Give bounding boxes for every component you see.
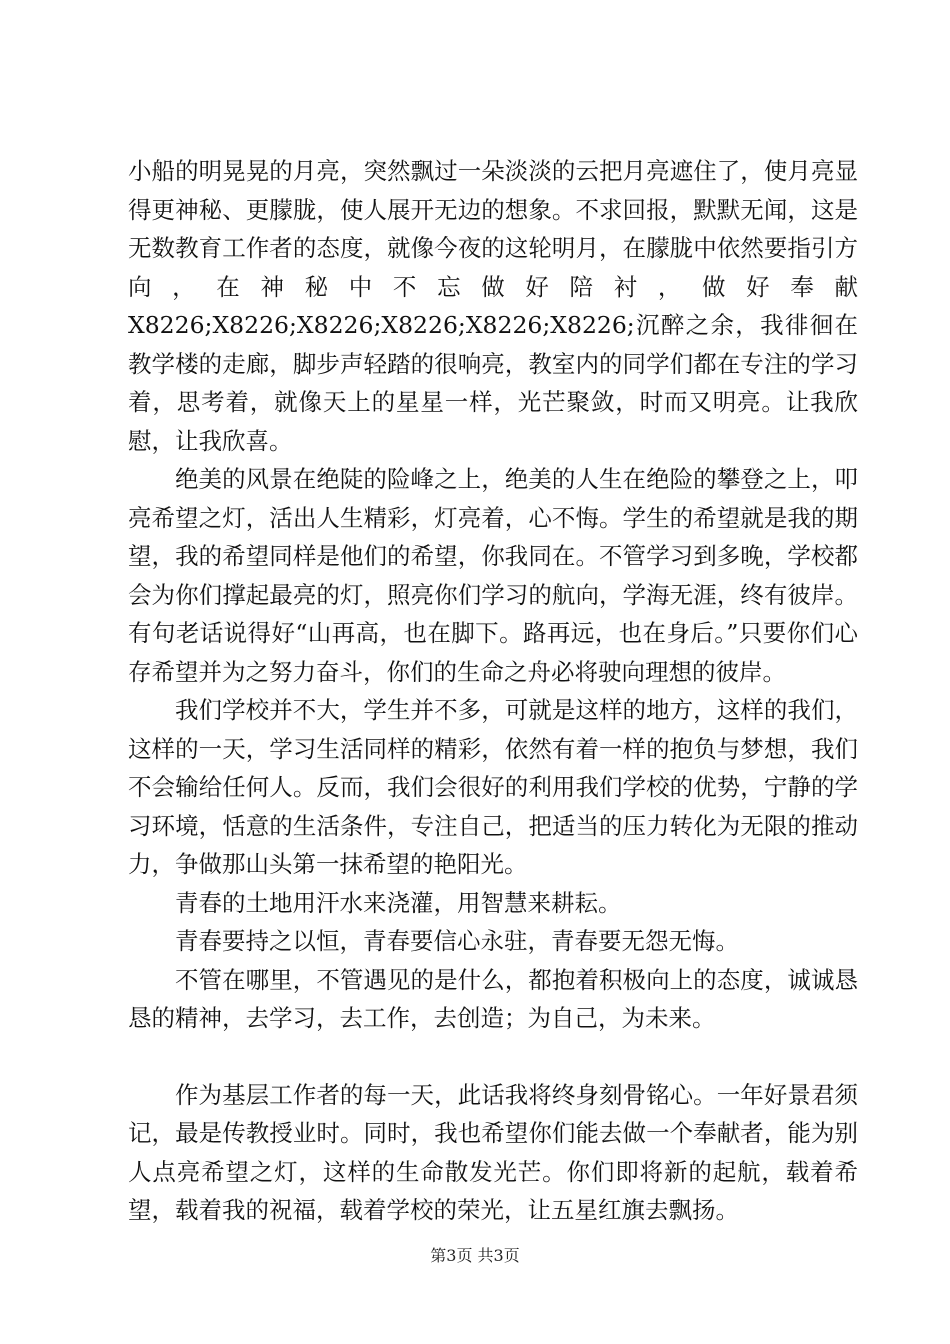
- paragraph: 青春的土地用汗水来浇灌，用智慧来耕耘。: [175, 888, 622, 917]
- document-body: [128, 152, 858, 1230]
- paragraph-continued: 小船的明晃晃的月亮，突然飘过一朵淡淡的云把月亮遮住了，使月亮显得更神秘、更朦胧，使人展开无边的想象。不求回报，默默无闻，这是无数教育工作者的态度，就像今夜的这轮明月，在朦胧中依然要指引方向，在神秘中不忘做好陪衬，做好奉献X8226;X8226;X8226;X8226;X8226;X8226;沉醉之余，我徘徊在教学楼的走廊，脚步声轻踏的很响亮，教室内的同学们都在专注的学习着，思考着，就像天上的星星一样，光芒聚敛，时而又明亮。让我欣慰，让我欣喜。: [128, 157, 858, 455]
- paragraph: 我们学校并不大，学生并不多，可就是这样的地方，这样的我们，这样的一天，学习生活同样的精彩，依然有着一样的抱负与梦想，我们不会输给任何人。反而，我们会很好的利用我们学校的优势，宁静的学习环境，恬意的生活条件，专注自己，把适当的压力转化为无限的推动力，争做那山头第一抹希望的艳阳光。: [128, 696, 858, 878]
- paragraph: 绝美的风景在绝陡的险峰之上，绝美的人生在绝险的攀登之上，叩亮希望之灯，活出人生精彩，灯亮着，心不悔。学生的希望就是我的期望，我的希望同样是他们的希望，你我同在。不管学习到多晚，学校都会为你们撑起最亮的灯，照亮你们学习的航向，学海无涯，终有彼岸。有句老话说得好“山再高，也在脚下。路再远，也在身后。”只要你们心存希望并为之努力奋斗，你们的生命之舟必将驶向理想的彼岸。: [128, 465, 858, 686]
- page-footer: 第3页 共3页: [430, 1246, 520, 1265]
- paragraph: 青春要持之以恒，青春要信心永驻，青春要无怨无悔。: [175, 927, 739, 955]
- paragraph: 作为基层工作者的每一天，此话我将终身刻骨铭心。一年好景君须记，最是传教授业时。同时，我也希望你们能去做一个奉献者，能为别人点亮希望之灯，这样的生命散发光芒。你们即将新的起航，载着希望，载着我的祝福，载着学校的荣光，让五星红旗去飘扬。: [128, 1080, 858, 1224]
- paragraph: 不管在哪里，不管遇见的是什么，都抱着积极向上的态度，诚诚恳恳的精神，去学习，去工作，去创造；为自己，为未来。: [128, 965, 858, 1032]
